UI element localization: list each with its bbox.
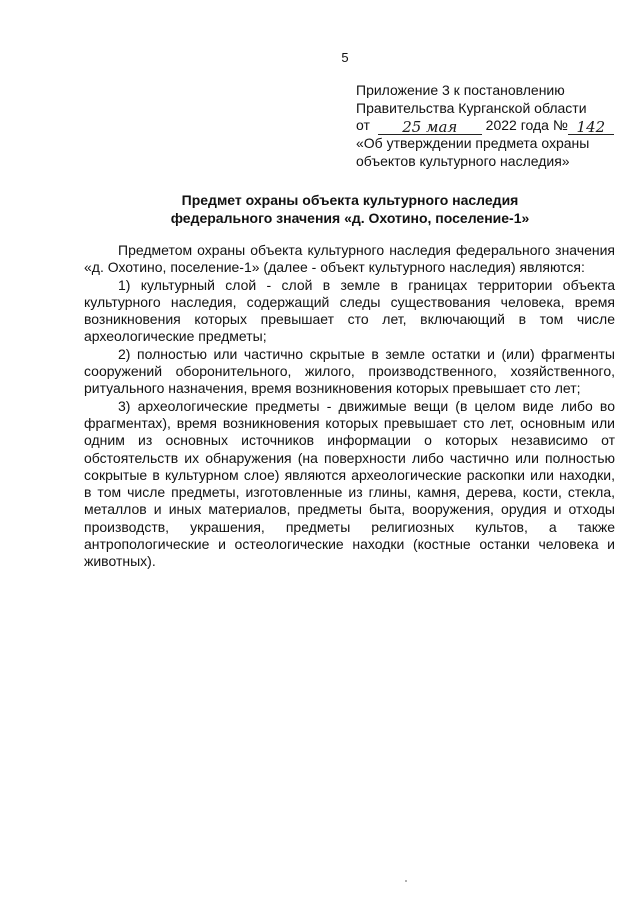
title-line-2: федерального значения «д. Охотино, поселение-1»: [170, 210, 530, 226]
appendix-year-text: 2022 года №: [485, 117, 568, 133]
handwritten-date: 25 мая: [402, 118, 458, 136]
appendix-line-5: объектов культурного наследия»: [356, 152, 570, 169]
scan-speck: [405, 880, 407, 882]
appendix-date-line: [356, 117, 626, 135]
appendix-line-1: Приложение 3 к постановлению: [356, 82, 565, 98]
document-title: [60, 191, 640, 227]
date-blank: [378, 120, 482, 135]
number-blank: [568, 120, 614, 135]
paragraph-item-1: 1) культурный слой - слой в земле в границах территории объекта культурного наследия, содержащий следы существования человека, время возникновения которых превышает сто лет, включающий в том числе археологические предметы;: [84, 276, 615, 345]
paragraph-item-2: 2) полностью или частично скрытые в земле остатки и (или) фрагменты сооружений оборонительного, жилого, производственного, хозяйственного, ритуального назначения, время возникновения которых превышает сто лет;: [84, 345, 615, 397]
title-line-1: Предмет охраны объекта культурного наследия: [181, 192, 519, 208]
paragraph-item-3: 3) археологические предметы - движимые вещи (в целом виде либо во фрагментах), время возникновения которых превышает сто лет, основным или одним из основных источников информации о которых независимо от обстоятельств их обнаружения (на поверхности либо частично или полностью сокрытые в культурном слое) являются археологические раскопки или находки, в том числе предметы, изготовленные из глины, камня, дерева, кости, стекла, металлов и иных материалов, предметы быта, вооружения, орудия и отходы производств, украшения, предметы религиозных культов, а также антропологические и остеологические находки (костные останки человека и животных).: [84, 397, 615, 570]
document-body: [84, 242, 615, 571]
page-number: 5: [341, 50, 349, 65]
appendix-line-2: Правительства Курганской области: [356, 99, 587, 116]
paragraph-intro: Предметом охраны объекта культурного наследия федерального значения «д. Охотино, поселение-1» (далее - объект культурного наследия) являются:: [84, 242, 615, 276]
appendix-block: [356, 82, 626, 170]
appendix-line-4: «Об утверждении предмета охраны: [356, 135, 590, 151]
handwritten-number: 142: [576, 118, 606, 136]
appendix-from-prefix: от: [356, 117, 370, 133]
